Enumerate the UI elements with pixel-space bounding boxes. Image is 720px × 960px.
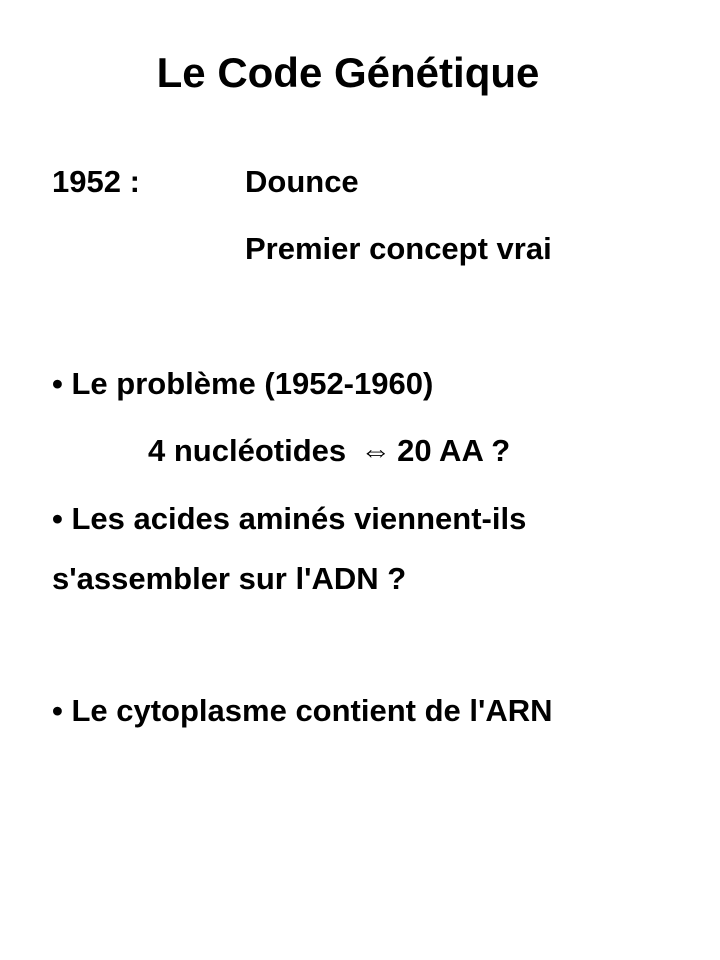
problem-statement [148,435,510,466]
slide-title: Le Code Génétique [156,49,540,96]
bullet-cytoplasm: • Le cytoplasme contient de l'ARN [52,693,553,728]
bullet-amino-acids-cont: s'assembler sur l'ADN ? [52,561,407,596]
year-label: 1952 : [52,164,140,199]
double-arrow-icon: ⇔ [360,433,392,468]
author-note: Premier concept vrai [245,231,552,266]
bullet-amino-acids: • Les acides aminés viennent-ils [52,501,527,536]
problem-left: 4 nucléotides [148,433,347,468]
bullet-problem: • Le problème (1952-1960) [52,366,434,401]
problem-right: 20 AA ? [397,433,511,468]
author-name: Dounce [245,164,359,199]
